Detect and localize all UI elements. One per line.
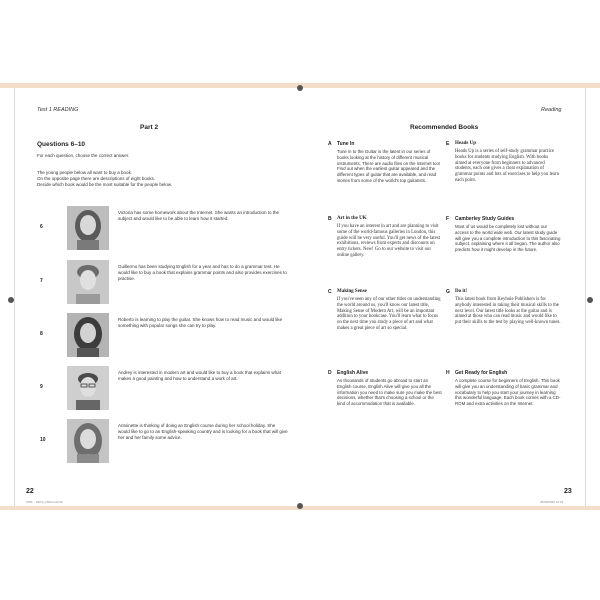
book-title: Do it!: [455, 289, 468, 294]
book-entry: [446, 216, 561, 286]
left-running-head: Test 1 READING: [37, 107, 79, 113]
footer-slug-left: 9781... PET4_2020.indd 22: [26, 500, 63, 504]
book-title: English Alive: [337, 370, 369, 376]
page-number-right: 23: [564, 488, 572, 495]
person-row: [37, 313, 287, 359]
portrait-photo: [67, 260, 109, 304]
background-top: [0, 0, 600, 83]
registration-mark-icon: [587, 297, 593, 303]
book-letter: B: [328, 216, 332, 222]
question-number: 7: [40, 278, 43, 284]
book-description: Tune in to the Guitar is the latest in our series of books looking at the history of different musical instruments. There are audio files on the Internet too! Find out when the earliest guitar appeared and the different types of guitar that are available, and read stories from some of the world's top guitarists.: [337, 149, 441, 183]
book-letter: F: [446, 216, 450, 222]
person-row: [37, 260, 287, 306]
book-title: Tune In: [337, 141, 355, 147]
question-number: 10: [40, 437, 46, 443]
book-entry: [328, 216, 443, 286]
person-description: Andrey is interested in modern art and would like to buy a book that explains what makes a good painting and how to understand a work of art.: [118, 370, 281, 381]
book-description: If you've seen any of our other titles on understanding the world around us, you'll know our latest title, Making Sense of Modern Art, will be an important addition to your bookcase. You'll learn what to focus on the next time you study a piece of art and what makes a great piece of art so special.: [337, 297, 441, 331]
book-title: Get Ready for English: [455, 370, 508, 376]
question-number: 6: [40, 224, 43, 230]
person-description: Roberto is learning to play the guitar. She knows how to read music and would like something with popular songs she can try to play.: [118, 317, 283, 328]
book-description: As thousands of students go abroad to start an English course, English Alive will give you all the information you need to make sure you make the best decisions, whether that's choosing a school or the kind of accommodation that is available.: [337, 378, 442, 407]
book-title: Art in the UK: [337, 216, 367, 221]
intro-line: Decide which book would be the most suitable for the people below.: [37, 182, 173, 187]
person-row: [37, 366, 287, 412]
portrait-photo: [67, 313, 109, 357]
book-letter: G: [446, 289, 450, 295]
portrait-photo: [67, 419, 109, 463]
registration-mark-icon: [297, 85, 303, 91]
book-entry: [328, 141, 443, 211]
book-entry: [328, 289, 443, 359]
book-entry: [446, 370, 561, 440]
person-row: [37, 419, 287, 465]
portrait-photo: [67, 366, 109, 410]
book-description: This latest book from Keyhole Publishers is for anybody interested in taking their musical skills to the next level. Our latest title looks at the guitar and is aimed at those who can read music and would like to put their skills to the test by playing well-known tunes.: [455, 297, 561, 326]
intro-line: The young people below all want to buy a book.: [37, 170, 133, 175]
book-entry: [328, 370, 443, 440]
questions-heading: Questions 6–10: [37, 141, 86, 148]
book-letter: H: [446, 370, 450, 376]
part-title: Part 2: [140, 124, 159, 131]
book-letter: C: [328, 289, 332, 295]
book-letter: E: [446, 141, 450, 147]
book-entry: [446, 289, 561, 359]
page-number-left: 22: [26, 488, 34, 495]
book-description: A complete course for beginners of English. This book will give you an understanding of basic grammar and vocabulary to help you start your journey in learning this wonderful language. Each book comes with a CD-ROM and extra activities on the Internet.: [455, 378, 561, 407]
book-description: If you have an interest in art and are planning to visit some of the world-famous galleries in London, this guide will be very useful. You'll get news of the latest exhibitions, reviews from experts and discounts on entry tickets. New! Go to our website to visit our online gallery.: [337, 224, 440, 258]
book-title: Heads Up: [455, 141, 476, 146]
person-description: Victoria has some homework about the Internet. She wants an introduction to the subject and would like to be able to learn how it started.: [118, 210, 280, 221]
book-letter: D: [328, 370, 332, 376]
book-description: Heads Up is a series of self-study grammar practice books for students studying English. With books aimed at everyone from beginners to advanced students, each one gives a clear explanation of grammar points and lots of exercises to help you learn each point.: [455, 149, 560, 183]
background-bottom: [0, 510, 600, 600]
book-title: Making Sense: [337, 289, 367, 294]
recommended-books-title: Recommended Books: [410, 124, 479, 131]
registration-mark-icon: [8, 297, 14, 303]
question-number: 9: [40, 384, 43, 390]
instruction: For each question, choose the correct answer.: [37, 153, 130, 158]
intro-line: On the opposite page there are descriptions of eight books.: [37, 176, 156, 181]
portrait-photo: [67, 206, 109, 250]
registration-mark-icon: [297, 503, 303, 509]
book-entry: [446, 141, 561, 211]
person-row: [37, 206, 287, 252]
question-number: 8: [40, 331, 43, 337]
book-description: Most of us would be completely lost without our access to the world wide web. Our latest study guide will give you a complete introduction to this fascinating subject, explaining where it all began. The author also predicts how it might develop in the future.: [455, 224, 561, 253]
footer-slug-right: 25/08/2020 12:15: [540, 500, 564, 504]
book-letter: A: [328, 141, 332, 147]
book-title: Camberley Study Guides: [455, 216, 515, 222]
person-description: Antoinette is thinking of doing an English course during her school holiday. She would like to go to an English-speaking country and is looking for a book that will give her and her family some advice.: [118, 423, 288, 440]
person-description: Guillermo has been studying English for a year and has to do a grammar test. He would like to buy a book that explains grammar points and also provides exercises to practise.: [118, 264, 287, 281]
right-running-head: Reading: [541, 107, 562, 113]
